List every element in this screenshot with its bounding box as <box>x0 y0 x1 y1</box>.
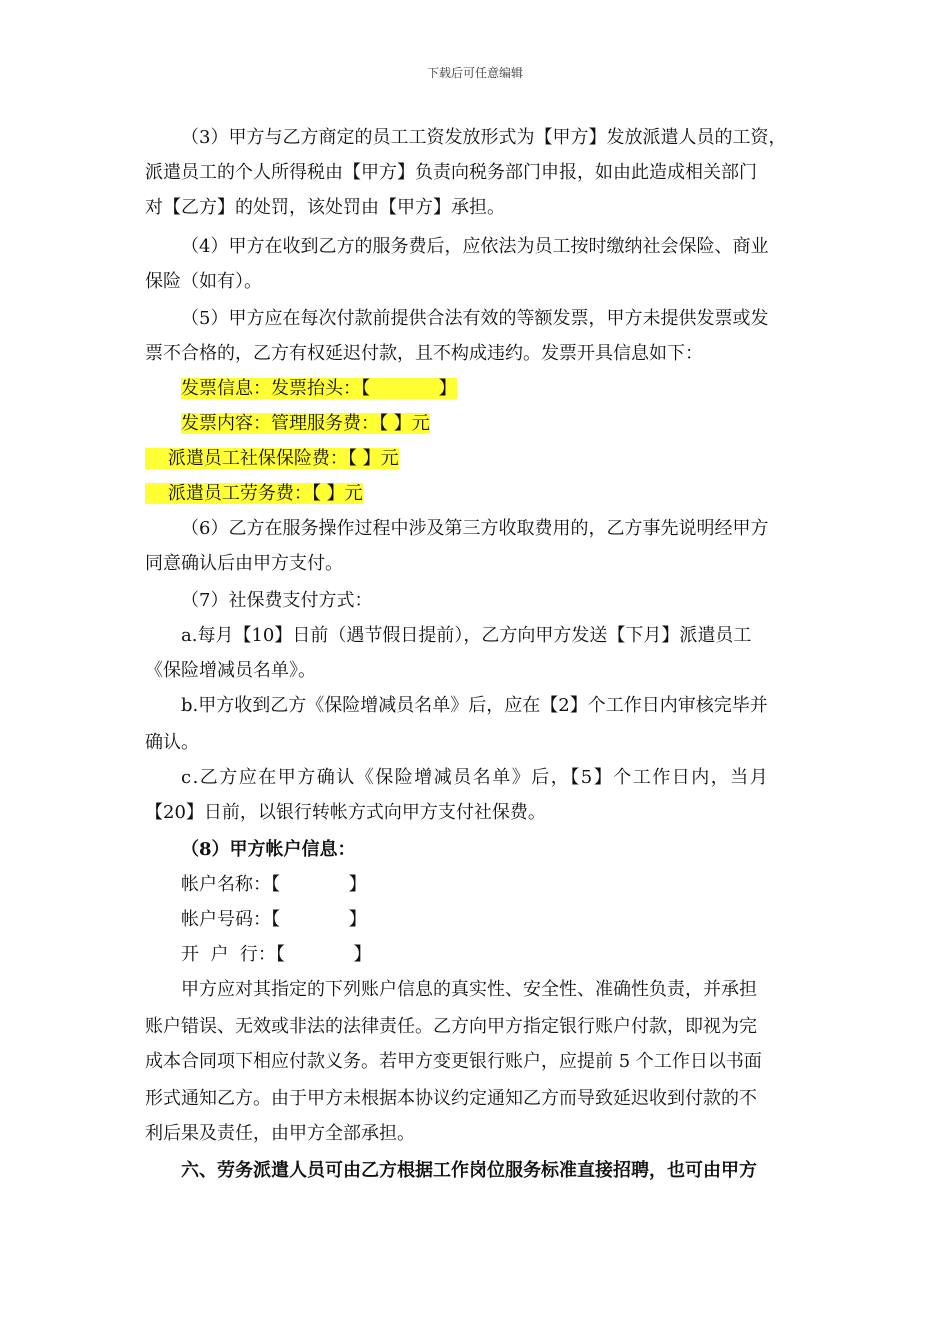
paragraph-line: （4）甲方在收到乙方的服务费后，应依法为员工按时缴纳社会保险、商业 <box>181 236 769 257</box>
section-heading: （8）甲方帐户信息： <box>181 839 356 860</box>
header-watermark: 下载后可任意编辑 <box>426 66 523 80</box>
paragraph-line: a.每月【10】日前（遇节假日提前），乙方向甲方发送【下月】派遣员工 <box>181 625 752 646</box>
account-name-field: 帐户名称：【 】 <box>181 874 367 895</box>
paragraph-line: 【20】日前，以银行转帐方式向甲方支付社保费。 <box>145 802 546 823</box>
paragraph-line: （6）乙方在服务操作过程中涉及第三方收取费用的，乙方事先说明经甲方 <box>181 518 769 539</box>
invoice-content-field: 发票内容：管理服务费：【 】元 <box>181 413 430 434</box>
paragraph-line: c.乙方应在甲方确认《保险增减员名单》后，【5】个工作日内，当月 <box>181 767 770 788</box>
section-heading: 六、劳务派遣人员可由乙方根据工作岗位服务标准直接招聘，也可由甲方 <box>181 1160 757 1181</box>
paragraph-line: 成本合同项下相应付款义务。若甲方变更银行账户，应提前 5 个工作日以书面 <box>145 1051 762 1072</box>
paragraph-line: 《保险增减员名单》。 <box>145 660 316 681</box>
paragraph-line: 票不合格的，乙方有权延迟付款，且不构成违约。发票开具信息如下： <box>145 343 703 364</box>
invoice-title-field: 发票信息：发票抬头：【 】 <box>181 378 457 399</box>
paragraph-line: 确认。 <box>145 732 199 753</box>
paragraph-line: 账户错误、无效或非法的法律责任。乙方向甲方指定银行账户付款，即视为完 <box>145 1016 757 1037</box>
bank-field: 开 户 行：【 】 <box>181 944 372 965</box>
account-number-field: 帐户号码：【 】 <box>181 909 367 930</box>
paragraph-line: b.甲方收到乙方《保险增减员名单》后，应在【2】个工作日内审核完毕并 <box>181 695 768 716</box>
paragraph-line: 派遣员工的个人所得税由【甲方】负责向税务部门申报，如由此造成相关部门 <box>145 162 757 183</box>
paragraph-line: 同意确认后由甲方支付。 <box>145 553 343 574</box>
paragraph-line: 利后果及责任，由甲方全部承担。 <box>145 1123 415 1144</box>
paragraph-line: （3）甲方与乙方商定的员工工资发放形式为【甲方】发放派遣人员的工资， <box>181 127 787 148</box>
paragraph-line: 对【乙方】的处罚，该处罚由【甲方】承担。 <box>145 197 505 218</box>
paragraph-line: （7）社保费支付方式： <box>181 590 373 611</box>
paragraph-line: 甲方应对其指定的下列账户信息的真实性、安全性、准确性负责，并承担 <box>181 979 757 1000</box>
paragraph-line: 形式通知乙方。由于甲方未根据本协议约定通知乙方而导致延迟收到付款的不 <box>145 1088 757 1109</box>
invoice-social-fee-field: 派遣员工社保保险费：【 】元 <box>145 448 399 469</box>
paragraph-line: 保险（如有）。 <box>145 271 262 292</box>
invoice-labor-fee-field: 派遣员工劳务费：【 】元 <box>145 483 363 504</box>
paragraph-line: （5）甲方应在每次付款前提供合法有效的等额发票，甲方未提供发票或发 <box>181 308 769 329</box>
